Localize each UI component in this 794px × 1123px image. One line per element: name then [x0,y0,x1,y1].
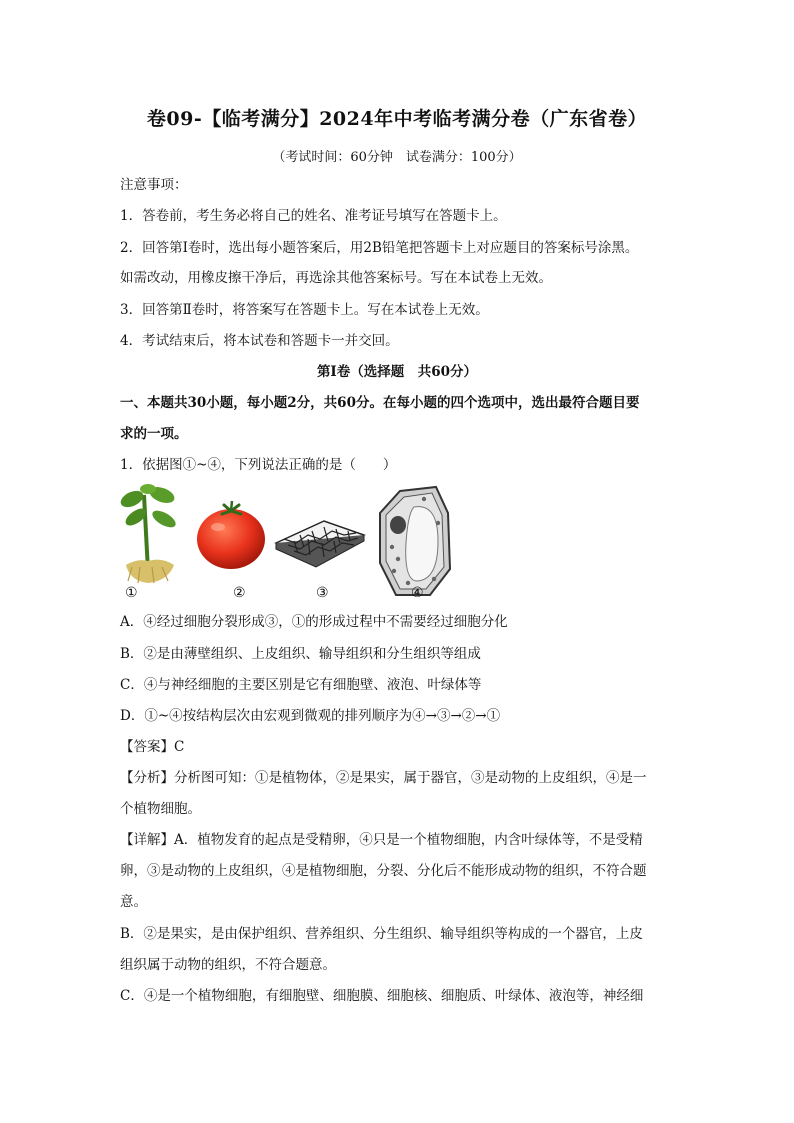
detail-a-line-2: 卵，③是动物的上皮组织，④是植物细胞，分裂、分化后不能形成动物的组织，不符合题 [120,863,647,879]
plant-cell-image [380,487,450,595]
notice-item-2b: 如需改动，用橡皮擦干净后，再选涂其他答案标号。写在本试卷上无效。 [120,270,552,286]
detail-a-line-1: 【详解】A．植物发育的起点是受精卵，④只是一个植物细胞，内含叶绿体等，不是受精 [120,832,643,848]
figure-label-4: ④ [411,585,424,601]
plant-seedling-image [118,484,178,583]
detail-c-line-1: C．④是一个植物细胞，有细胞壁、细胞膜、细胞核、细胞质、叶绿体、液泡等，神经细 [120,988,644,1004]
option-d: D．①~④按结构层次由宏观到微观的排列顺序为④→③→②→① [120,708,501,724]
question-1: 1．依据图①~④，下列说法正确的是（ ） [120,457,397,473]
option-c: C．④与神经细胞的主要区别是它有细胞壁、液泡、叶绿体等 [120,677,482,693]
notice-item-4: 4．考试结束后，将本试卷和答题卡一并交回。 [120,333,399,349]
analysis-line-2: 个植物细胞。 [120,801,201,817]
notice-item-1: 1．答卷前，考生务必将自己的姓名、准考证号填写在答题卡上。 [120,208,507,224]
detail-b-line-2: 组织属于动物的组织，不符合题意。 [120,957,336,973]
notice-heading: 注意事项： [120,177,188,193]
tomato-image [197,501,265,569]
figure-label-2: ② [233,585,246,601]
answer: 【答案】C [120,739,185,755]
section1-instruction-b: 求的一项。 [120,426,188,442]
part1-heading: 第Ⅰ卷（选择题 共60分） [316,364,478,380]
question-1-figure [118,483,478,605]
figure-label-1: ① [125,585,138,601]
tissue-image [276,521,364,567]
detail-b-line-1: B．②是果实，是由保护组织、营养组织、分生组织、输导组织等构成的一个器官，上皮 [120,926,643,942]
option-a: A．④经过细胞分裂形成③，①的形成过程中不需要经过细胞分化 [120,614,508,630]
notice-item-2a: 2．回答第Ⅰ卷时，选出每小题答案后，用2B铅笔把答题卡上对应题目的答案标号涂黑。 [120,240,639,256]
exam-subtitle: （考试时间：60分钟 试卷满分：100分） [272,150,522,165]
analysis-line-1: 【分析】分析图可知：①是植物体，②是果实，属于器官，③是动物的上皮组织，④是一 [120,770,647,786]
option-b: B．②是由薄壁组织、上皮组织、输导组织和分生组织等组成 [120,646,481,662]
exam-title: 卷09-【临考满分】2024年中考临考满分卷（广东省卷） [146,108,648,130]
section1-instruction-a: 一、本题共30小题，每小题2分，共60分。在每小题的四个选项中，选出最符合题目要 [120,395,640,411]
notice-item-3: 3．回答第Ⅱ卷时，将答案写在答题卡上。写在本试卷上无效。 [120,302,489,318]
figure-label-3: ③ [316,585,329,601]
detail-a-line-3: 意。 [120,894,147,910]
